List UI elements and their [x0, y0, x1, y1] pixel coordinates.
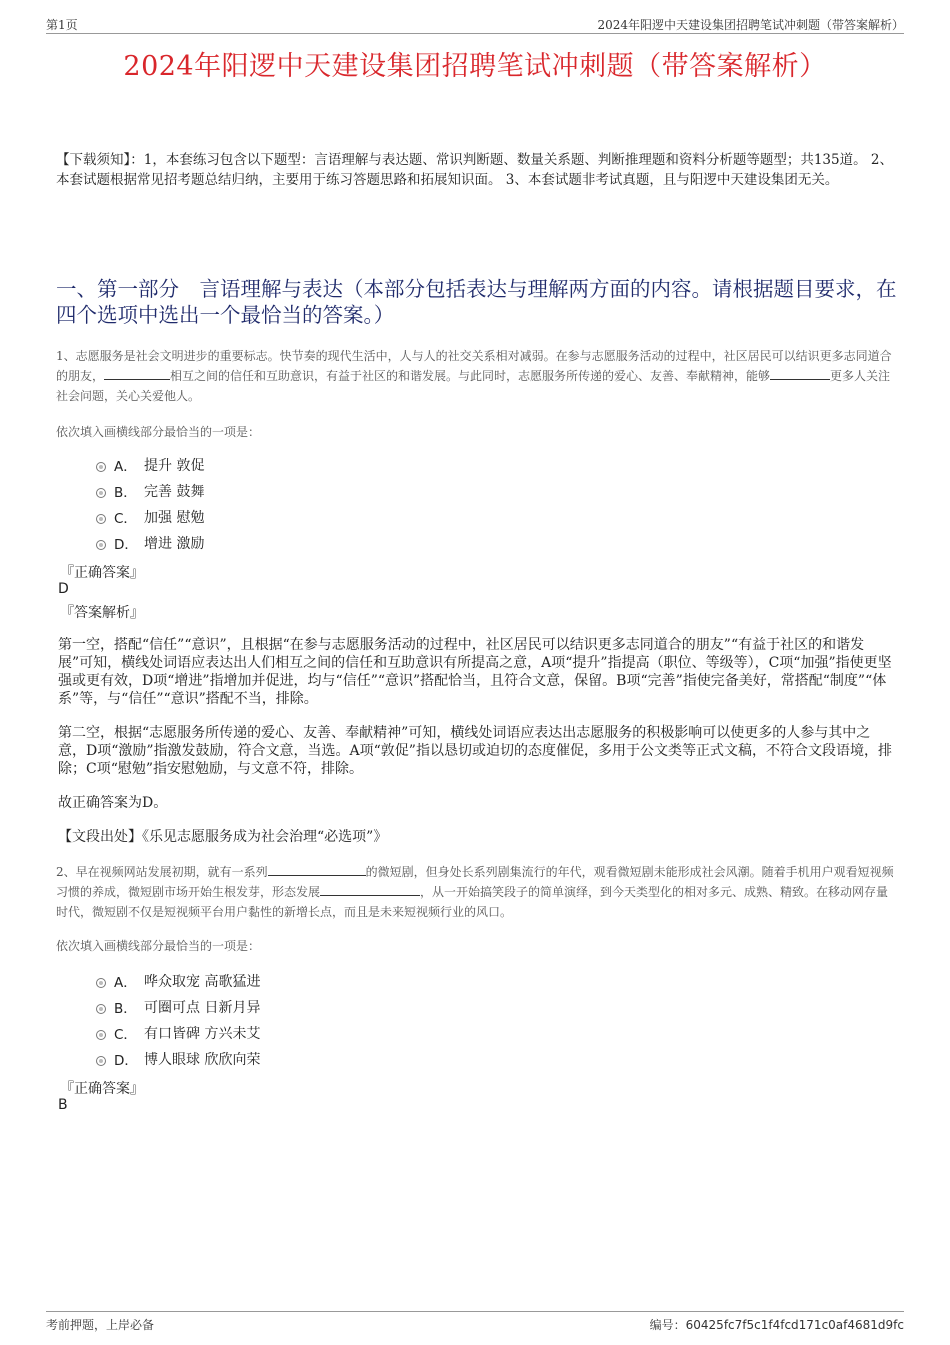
page-number: 第1页	[46, 18, 78, 32]
question-1-stem-part2: 相互之间的信任和互助意识，有益于社区的和谐发展。与此同时，志愿服务所传递的爱心、友善、奉献精神，能够	[170, 369, 771, 383]
question-1-stem-part3: 更多人关注社会问题，关心关爱他人。	[56, 369, 891, 403]
question-1-analysis-label: 『答案解析』	[60, 605, 144, 621]
question-1-instruction: 依次填入画横线部分最恰当的一项是：	[56, 425, 261, 439]
question-2-instruction: 依次填入画横线部分最恰当的一项是：	[56, 939, 261, 953]
option-letter: B．	[114, 485, 137, 501]
question-2-blank-2	[320, 882, 420, 896]
download-notice: 【下载须知】：1，本套练习包含以下题型：言语理解与表达题、常识判断题、数量关系题、判断推理题和资料分析题等题型；共135道。 2、本套试题根据常见招考题总结归纳，主要用于练习答题思路和拓展知识面。 3、本套试题非考试真题，且与阳逻中天建设集团无关。	[56, 152, 893, 188]
option-text: 有口皆碑 方兴未艾	[144, 1026, 261, 1042]
question-1-stem-part1: 1、志愿服务是社会文明进步的重要标志。快节奏的现代生活中，人与人的社交关系相对减弱。在参与志愿服务活动的过程中，社区居民可以结识更多志同道合的朋友，	[56, 349, 892, 383]
question-1-answer: D	[58, 581, 69, 597]
footer-code-label: 编号：	[649, 1318, 686, 1332]
option-letter: C．	[114, 511, 137, 527]
page-footer	[46, 1311, 904, 1333]
option-letter: D．	[114, 537, 138, 553]
question-1-option-c[interactable]	[96, 507, 496, 533]
question-1-analysis-p2: 第二空，根据“志愿服务所传递的爱心、友善、奉献精神”可知，横线处词语应表达出志愿服务的积极影响可以使更多的人参与其中之意，D项“激励”指激发鼓励，符合文意，当选。A项“敦促”指以恳切或迫切的态度催促，多用于公文类等正式文稿，不符合文段语境，排除；C项“慰勉”指安慰勉励，与文意不符，排除。	[58, 725, 892, 777]
radio-icon[interactable]	[96, 462, 106, 472]
radio-icon[interactable]	[96, 1056, 106, 1066]
question-2-stem-part2: 的微短剧，但身处长系列剧集流行的年代，观看微短剧未能形成社会风潮。随着手机用户观看短视频习惯的养成，微短剧市场开始生根发芽，形态发展	[56, 865, 894, 899]
option-text: 可圈可点 日新月异	[144, 1000, 261, 1016]
question-2-answer-label: 『正确答案』	[60, 1081, 144, 1097]
question-2-option-a[interactable]	[96, 971, 496, 997]
question-1-option-b[interactable]	[96, 481, 496, 507]
question-2-blank-1	[268, 862, 366, 876]
radio-icon[interactable]	[96, 978, 106, 988]
question-1-blank-1	[104, 366, 170, 380]
option-text: 增进 激励	[144, 536, 205, 552]
header-doc-title: 2024年阳逻中天建设集团招聘笔试冲刺题（带答案解析）	[597, 18, 904, 32]
option-letter: C．	[114, 1027, 137, 1043]
question-2-option-d[interactable]	[96, 1049, 496, 1075]
question-1-stem	[56, 346, 898, 406]
footer-slogan: 考前押题，上岸必备	[46, 1318, 155, 1332]
option-letter: B．	[114, 1001, 137, 1017]
radio-icon[interactable]	[96, 1030, 106, 1040]
option-letter: D．	[114, 1053, 138, 1069]
footer-code-value: 60425fc7f5c1f4fcd171c0af4681d9fc	[685, 1318, 904, 1332]
section-title: 一、第一部分 言语理解与表达（本部分包括表达与理解两方面的内容。请根据题目要求，在四个选项中选出一个最恰当的答案。）	[56, 277, 897, 327]
page-header	[46, 14, 904, 34]
question-1-option-d[interactable]	[96, 533, 496, 559]
option-text: 博人眼球 欣欣向荣	[144, 1052, 261, 1068]
radio-icon[interactable]	[96, 1004, 106, 1014]
footer-code	[650, 1316, 904, 1333]
question-2-stem-part1: 2、早在视频网站发展初期，就有一系列	[56, 865, 268, 879]
question-2-stem-part3: ，从一开始搞笑段子的简单演绎，到今天类型化的相对多元、成熟、精致。在移动网存量时代，微短剧不仅是短视频平台用户黏性的新增长点，而且是未来短视频行业的风口。	[56, 885, 889, 919]
radio-icon[interactable]	[96, 514, 106, 524]
question-2-options	[96, 971, 496, 1075]
question-1-analysis-p1: 第一空，搭配“信任”“意识”，且根据“在参与志愿服务活动的过程中，社区居民可以结识更多志同道合的朋友”“有益于社区的和谐发展”可知，横线处词语应表达出人们相互之间的信任和互助意识有所提高之意，A项“提升”指提高（职位、等级等），C项“加强”指使更坚强或更有效，D项“增进”指增加并促进，均与“信任”“意识”搭配恰当，且符合文意，保留。B项“完善”指使完备美好，常搭配“制度”“体系”等，与“信任”“意识”搭配不当，排除。	[58, 637, 892, 707]
question-1-answer-label: 『正确答案』	[60, 565, 144, 581]
question-1-blank-2	[770, 366, 830, 380]
option-text: 加强 慰勉	[144, 510, 205, 526]
option-letter: A．	[114, 459, 137, 475]
question-1-analysis-conclusion: 故正确答案为D。	[58, 795, 168, 811]
option-letter: A．	[114, 975, 137, 991]
radio-icon[interactable]	[96, 540, 106, 550]
option-text: 完善 鼓舞	[144, 484, 205, 500]
document-title: 2024年阳逻中天建设集团招聘笔试冲刺题（带答案解析）	[123, 51, 827, 82]
option-text: 哗众取宠 高歌猛进	[144, 974, 261, 990]
question-2-stem	[56, 862, 898, 922]
question-2-option-c[interactable]	[96, 1023, 496, 1049]
question-1-options	[96, 455, 496, 559]
question-1-option-a[interactable]	[96, 455, 496, 481]
question-2-answer: B	[58, 1097, 68, 1113]
question-1-source: 【文段出处】《乐见志愿服务成为社会治理“必选项”》	[58, 829, 388, 845]
question-2-option-b[interactable]	[96, 997, 496, 1023]
radio-icon[interactable]	[96, 488, 106, 498]
option-text: 提升 敦促	[144, 458, 205, 474]
